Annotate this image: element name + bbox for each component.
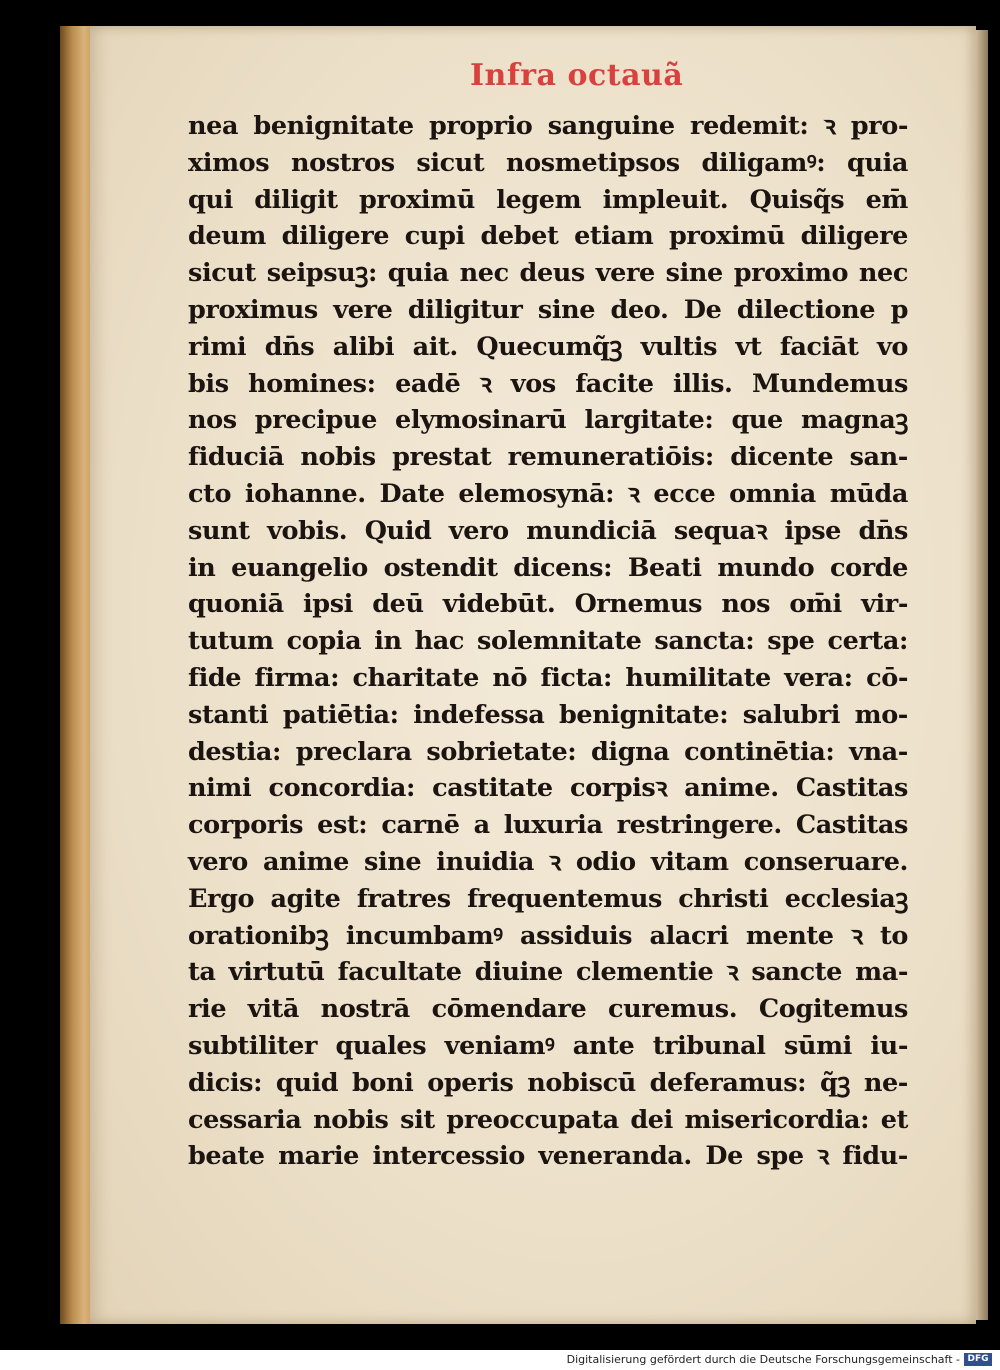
text-line: cto iohanne. Date elemosynā: ꝛ ecce omnia mūda xyxy=(188,478,908,509)
text-line: beate marie intercessio veneranda. De spe ꝛ fidu- xyxy=(188,1141,908,1172)
text-line: sicut seipsuꝫ: quia nec deus vere sine proximo nec xyxy=(188,258,908,289)
text-line: ta virtutū facultate diuine clementie ꝛ sancte ma- xyxy=(188,957,908,988)
dfg-logo: DFG xyxy=(964,1353,992,1366)
text-line: nimi concordia: castitate corpisꝛ anime. Castitas xyxy=(188,773,908,804)
text-line: in euangelio ostendit dicens: Beati mundo corde xyxy=(188,552,908,583)
text-line: vero anime sine inuidia ꝛ odio vitam conseruare. xyxy=(188,846,908,877)
text-line: ximos nostros sicut nosmetipsos diligamꝰ: quia xyxy=(188,147,908,178)
text-line: rie vitā nostrā cōmendare curemus. Cogitemus xyxy=(188,994,908,1025)
text-line: Ergo agite fratres frequentemus christi ecclesiaꝫ xyxy=(188,883,908,914)
text-line: sunt vobis. Quid vero mundiciā sequaꝛ ipse dn̄s xyxy=(188,515,908,546)
text-line: cessaria nobis sit preoccupata dei misericordia: et xyxy=(188,1104,908,1135)
text-line: dicis: quid boni operis nobiscū deferamus: q̃ꝫ ne- xyxy=(188,1067,908,1098)
text-line: destia: preclara sobrietate: digna continētia: vna- xyxy=(188,736,908,767)
text-line: fide firma: charitate nō ficta: humilitate vera: cō- xyxy=(188,662,908,693)
running-head: Infra octauã xyxy=(470,58,684,93)
text-block xyxy=(188,108,908,1175)
text-line: orationibꝫ incumbamꝰ assiduis alacri mente ꝛ to xyxy=(188,920,908,951)
text-line: nea benignitate proprio sanguine redemit: ꝛ pro- xyxy=(188,111,908,141)
text-line: rimi dn̄s alibi ait. Quecumq̃ꝫ vultis vt faciāt vo xyxy=(188,331,908,362)
text-line: proximus vere diligitur sine deo. De dilectione p xyxy=(188,294,908,325)
next-page-edge xyxy=(976,30,988,1320)
funding-credit: Digitalisierung gefördert durch die Deutsche Forschungsgemeinschaft - xyxy=(566,1353,960,1366)
text-line: fiduciā nobis prestat remuneratiōis: dicente san- xyxy=(188,442,908,473)
text-line: stanti patiētia: indefessa benignitate: salubri mo- xyxy=(188,699,908,730)
footer-bar xyxy=(0,1350,1000,1370)
text-line: deum diligere cupi debet etiam proximū diligere xyxy=(188,221,908,252)
text-line: bis homines: eadē ꝛ vos facite illis. Mundemus xyxy=(188,368,908,399)
text-line: quoniā ipsi deū videbūt. Ornemus nos om̄i vir- xyxy=(188,589,908,620)
text-line: tutum copia in hac solemnitate sancta: spe certa: xyxy=(188,626,908,657)
book-page-edge xyxy=(60,26,94,1324)
text-line: nos precipue elymosinarū largitate: que magnaꝫ xyxy=(188,405,908,436)
text-line: corporis est: carnē a luxuria restringere. Castitas xyxy=(188,810,908,841)
text-line: qui diligit proximū legem impleuit. Quisq̃s em̄ xyxy=(188,184,908,215)
text-line: subtiliter quales veniamꝰ ante tribunal sūmi iu- xyxy=(188,1030,908,1061)
